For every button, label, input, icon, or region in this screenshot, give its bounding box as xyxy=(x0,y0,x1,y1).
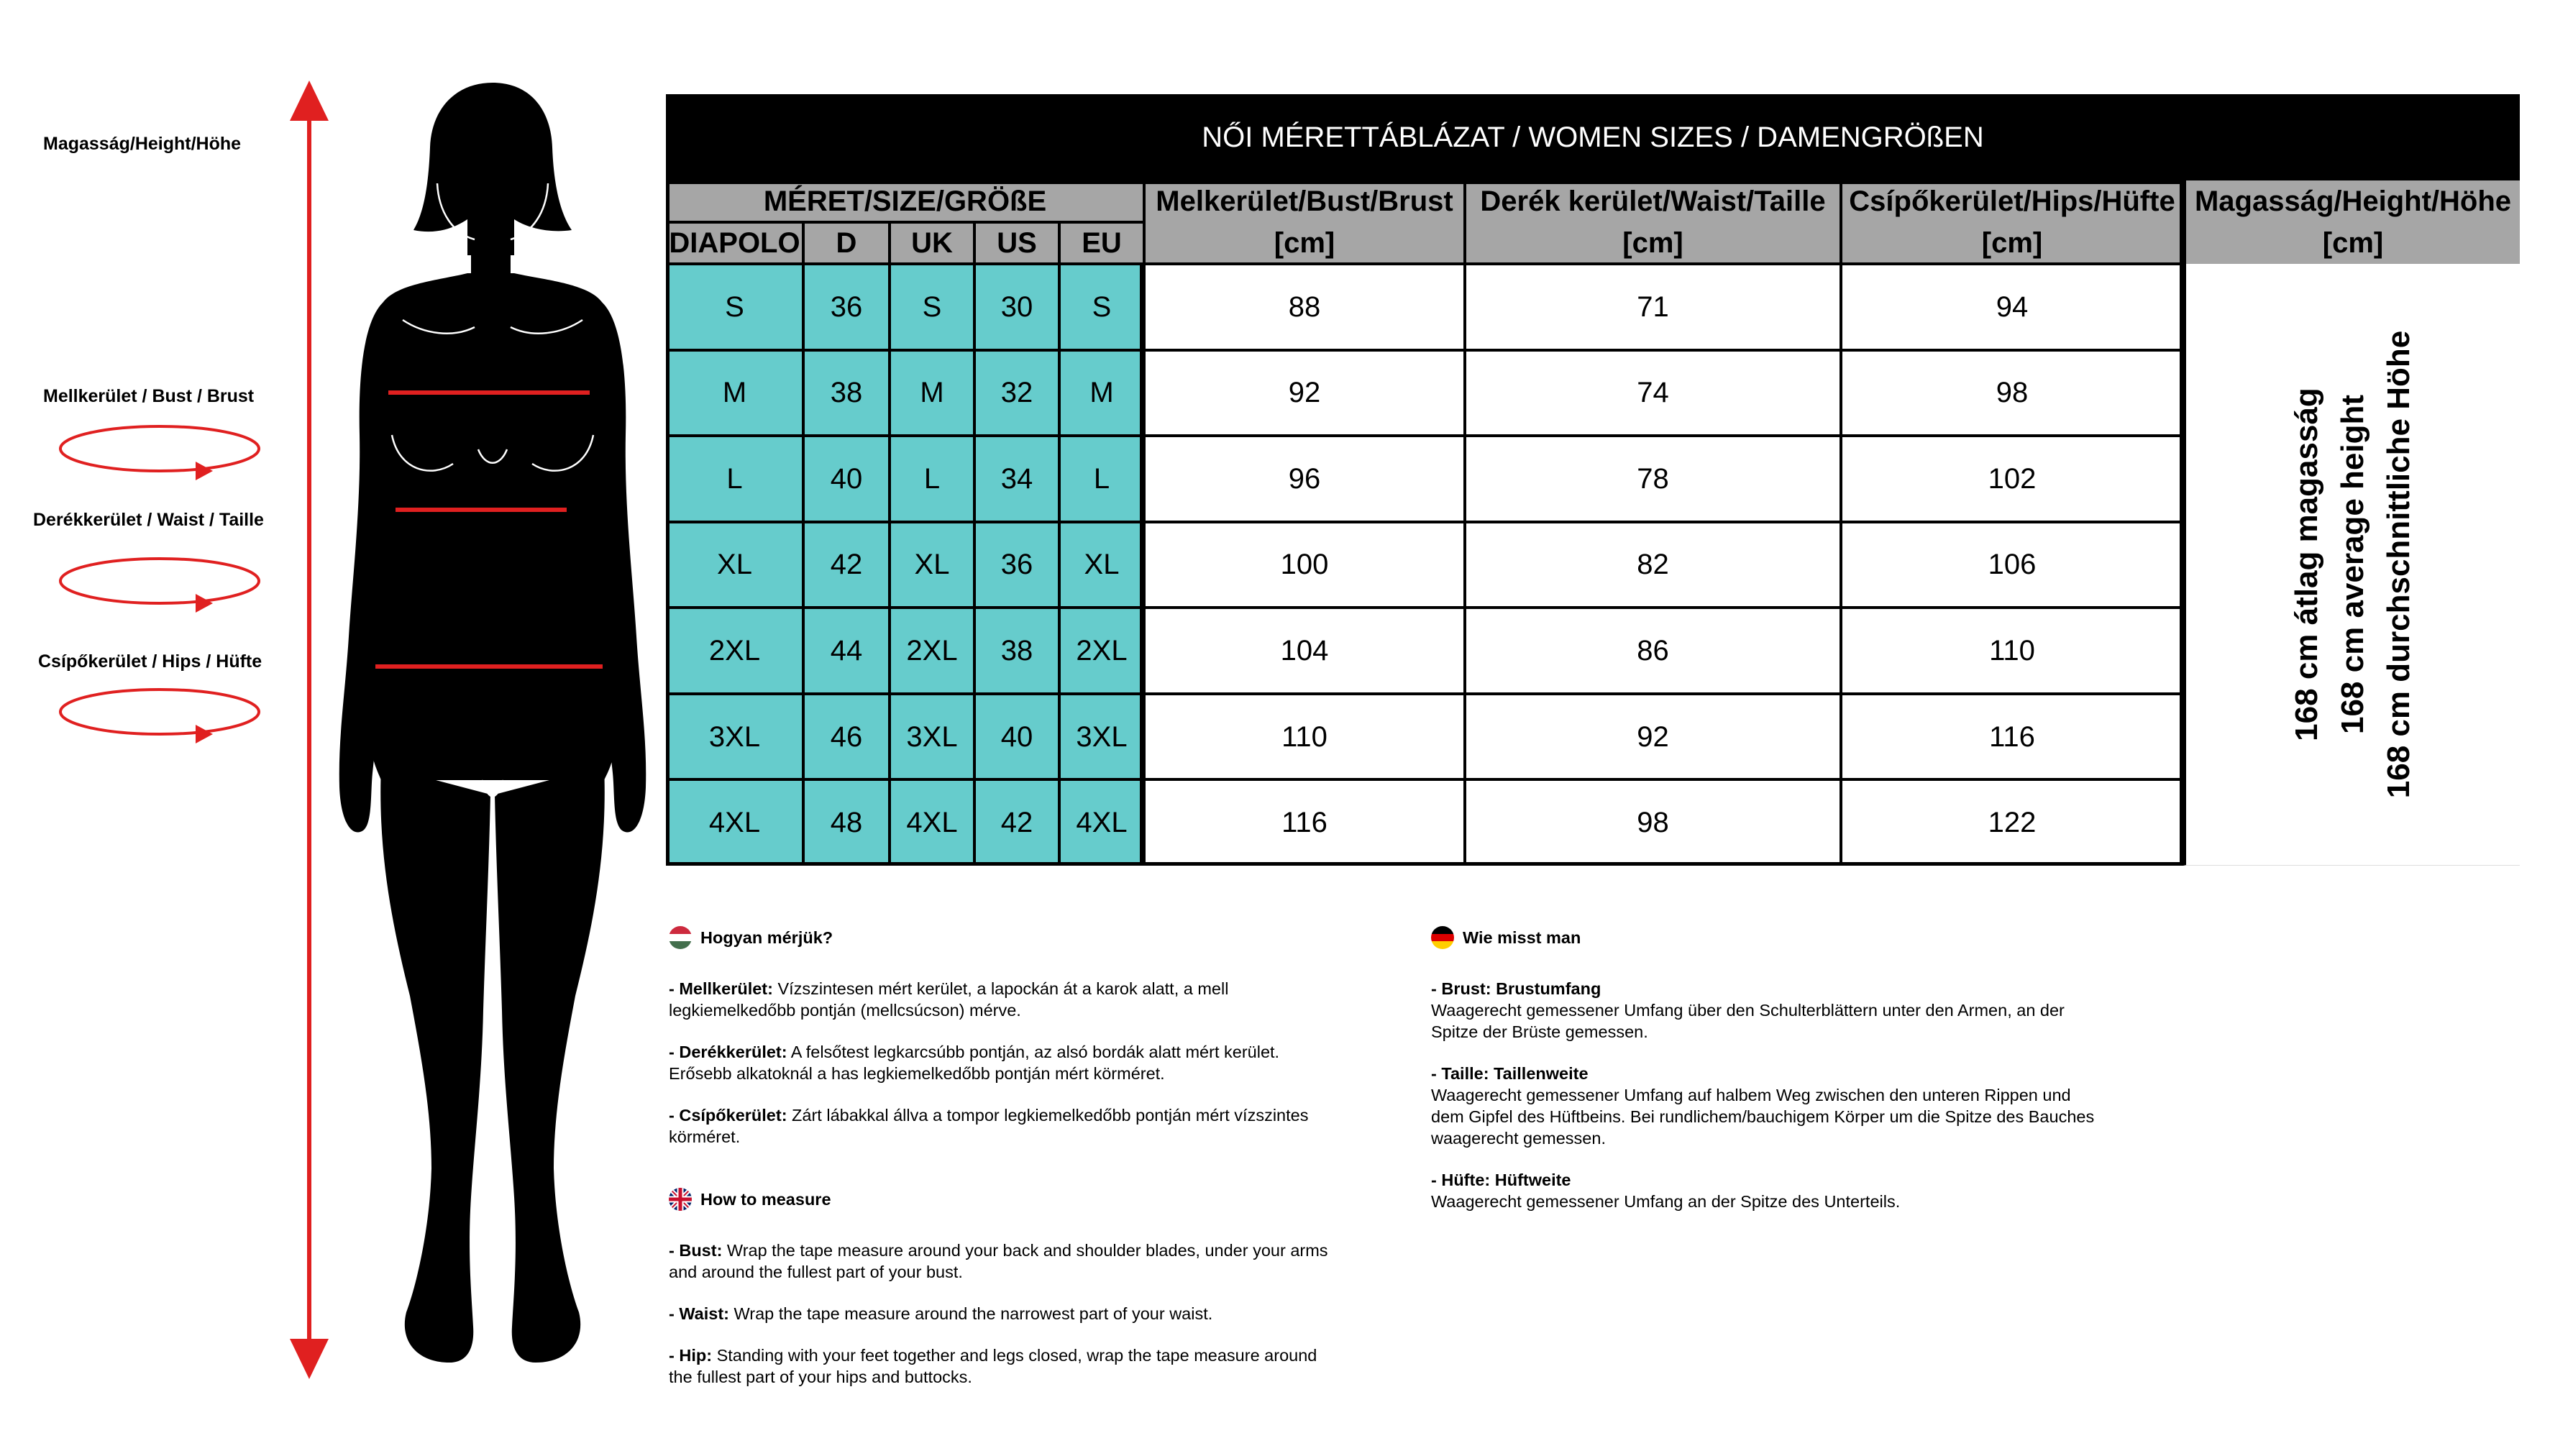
table-cell: 4XL xyxy=(890,779,974,866)
table-cell: 38 xyxy=(803,350,890,436)
size-col-header-us: US xyxy=(974,222,1059,264)
table-cell: S xyxy=(890,264,974,350)
waist-label: Derékkerület / Waist / Taille xyxy=(33,510,264,530)
table-cell: L xyxy=(1059,436,1144,522)
table-cell: XL xyxy=(1059,522,1144,608)
en-item-hips: - Hip: Standing with your feet together and legs closed, wrap the tape measure around the fullest part of your hips and buttocks. xyxy=(669,1346,1317,1386)
table-cell: L xyxy=(666,436,803,522)
table-cell: XL xyxy=(890,522,974,608)
table-cell: 86 xyxy=(1465,608,1841,694)
en-item-bust: - Bust: Wrap the tape measure around your back and shoulder blades, under your arms and around the fullest part of your bust. xyxy=(669,1241,1328,1281)
table-cell: XL xyxy=(666,522,803,608)
size-group-header: MÉRET/SIZE/GRÖßE xyxy=(666,180,1144,222)
de-item-waist: - Taille: Taillenweite Waagerecht gemessener Umfang auf halbem Weg zwischen den unteren Rippen und dem Gipfel des Hüftbeins. Bei rundlichem/bauchigem Körper um die Spitze des Bauches waagerecht gemessen. xyxy=(1431,1064,2095,1148)
bust-col-header: Melkerület/Bust/Brust [cm] xyxy=(1144,180,1465,264)
bust-label: Mellkerület / Bust / Brust xyxy=(43,386,255,406)
table-cell: 96 xyxy=(1144,436,1465,522)
size-col-header-diapolo: DIAPOLO xyxy=(666,222,803,264)
table-cell: 82 xyxy=(1465,522,1841,608)
table-cell: 2XL xyxy=(666,608,803,694)
table-cell: 48 xyxy=(803,779,890,866)
table-cell: 116 xyxy=(1841,694,2183,780)
table-cell: 104 xyxy=(1144,608,1465,694)
table-cell: 122 xyxy=(1841,779,2183,866)
table-cell: 3XL xyxy=(666,694,803,780)
bust-tape-icon xyxy=(55,420,265,482)
height-arrow-icon xyxy=(284,79,334,1381)
en-item-waist: - Waist: Wrap the tape measure around the narrowest part of your waist. xyxy=(669,1304,1213,1323)
table-cell: 46 xyxy=(803,694,890,780)
table-cell: 2XL xyxy=(1059,608,1144,694)
table-cell: 44 xyxy=(803,608,890,694)
table-cell: 4XL xyxy=(1059,779,1144,866)
table-title: NŐI MÉRETTÁBLÁZAT / WOMEN SIZES / DAMENGRÖßEN xyxy=(666,94,2520,180)
table-cell: 92 xyxy=(1465,694,1841,780)
table-cell: 42 xyxy=(974,779,1059,866)
height-label: Magasság/Height/Höhe xyxy=(43,134,242,154)
hu-item-hips: - Csípőkerület: Zárt lábakkal állva a tompor legkiemelkedőbb pontján mért vízszintes körméret. xyxy=(669,1106,1309,1146)
height-note: 168 cm átlag magasság 168 cm average height 168 cm durchschnittliche Höhe xyxy=(2289,330,2416,799)
table-cell: M xyxy=(1059,350,1144,436)
size-col-header-eu: EU xyxy=(1059,222,1144,264)
table-cell: M xyxy=(890,350,974,436)
table-cell: 92 xyxy=(1144,350,1465,436)
woman-silhouette-icon xyxy=(331,75,647,1377)
table-cell: 30 xyxy=(974,264,1059,350)
table-cell: 74 xyxy=(1465,350,1841,436)
table-cell: 100 xyxy=(1144,522,1465,608)
hu-item-bust: - Mellkerület: Vízszintesen mért kerület, a lapockán át a karok alatt, a mell legkiemelkedőbb pontján (mellcsúcson) mérve. xyxy=(669,979,1229,1020)
table-cell: 78 xyxy=(1465,436,1841,522)
table-cell: 110 xyxy=(1841,608,2183,694)
hu-section xyxy=(669,926,1388,1168)
hips-col-header: Csípőkerület/Hips/Hüfte [cm] xyxy=(1841,180,2183,264)
table-cell: 71 xyxy=(1465,264,1841,350)
waist-col-header: Derék kerület/Waist/Taille [cm] xyxy=(1465,180,1841,264)
hips-label: Csípőkerület / Hips / Hüfte xyxy=(38,651,262,672)
uk-flag-icon xyxy=(669,1188,692,1211)
height-note-cell xyxy=(2183,264,2520,866)
en-title: How to measure xyxy=(700,1190,831,1209)
table-cell: 3XL xyxy=(1059,694,1144,780)
table-cell: 98 xyxy=(1841,350,2183,436)
table-cell: L xyxy=(890,436,974,522)
de-item-hips: - Hüfte: Hüftweite Waagerecht gemessener Umfang an der Spitze des Unterteils. xyxy=(1431,1171,1901,1211)
table-cell: 2XL xyxy=(890,608,974,694)
table-cell: 40 xyxy=(803,436,890,522)
table-cell: 42 xyxy=(803,522,890,608)
table-cell: 94 xyxy=(1841,264,2183,350)
height-col-header: Magasság/Height/Höhe [cm] xyxy=(2183,180,2520,264)
table-cell: S xyxy=(666,264,803,350)
table-cell: 98 xyxy=(1465,779,1841,866)
table-cell: 36 xyxy=(974,522,1059,608)
hips-tape-icon xyxy=(55,683,265,745)
table-cell: M xyxy=(666,350,803,436)
size-col-header-d: D xyxy=(803,222,890,264)
table-cell: 32 xyxy=(974,350,1059,436)
table-cell: 106 xyxy=(1841,522,2183,608)
germany-flag-icon xyxy=(1431,926,1454,949)
table-cell: 88 xyxy=(1144,264,1465,350)
hu-item-waist: - Derékkerület: A felsőtest legkarcsúbb pontján, az alsó bordák alatt mért kerület. Erősebb alkatoknál a has legkiemelkedőbb pontján mért körméret. xyxy=(669,1043,1280,1083)
table-cell: 3XL xyxy=(890,694,974,780)
hungary-flag-icon xyxy=(669,926,692,949)
table-cell: 34 xyxy=(974,436,1059,522)
table-cell: 4XL xyxy=(666,779,803,866)
size-table xyxy=(666,94,2520,866)
table-cell: 36 xyxy=(803,264,890,350)
de-section xyxy=(1431,926,2222,1232)
hu-title: Hogyan mérjük? xyxy=(700,928,833,947)
de-item-bust: - Brust: Brustumfang Waagerecht gemessener Umfang über den Schulterblättern unter den Armen, an der Spitze der Brüste gemessen. xyxy=(1431,979,2065,1041)
de-title: Wie misst man xyxy=(1463,928,1581,947)
table-cell: 40 xyxy=(974,694,1059,780)
size-col-header-uk: UK xyxy=(890,222,974,264)
table-cell: 38 xyxy=(974,608,1059,694)
table-cell: S xyxy=(1059,264,1144,350)
table-cell: 110 xyxy=(1144,694,1465,780)
waist-tape-icon xyxy=(55,552,265,614)
en-section xyxy=(669,1188,1424,1408)
table-cell: 102 xyxy=(1841,436,2183,522)
table-cell: 116 xyxy=(1144,779,1465,866)
